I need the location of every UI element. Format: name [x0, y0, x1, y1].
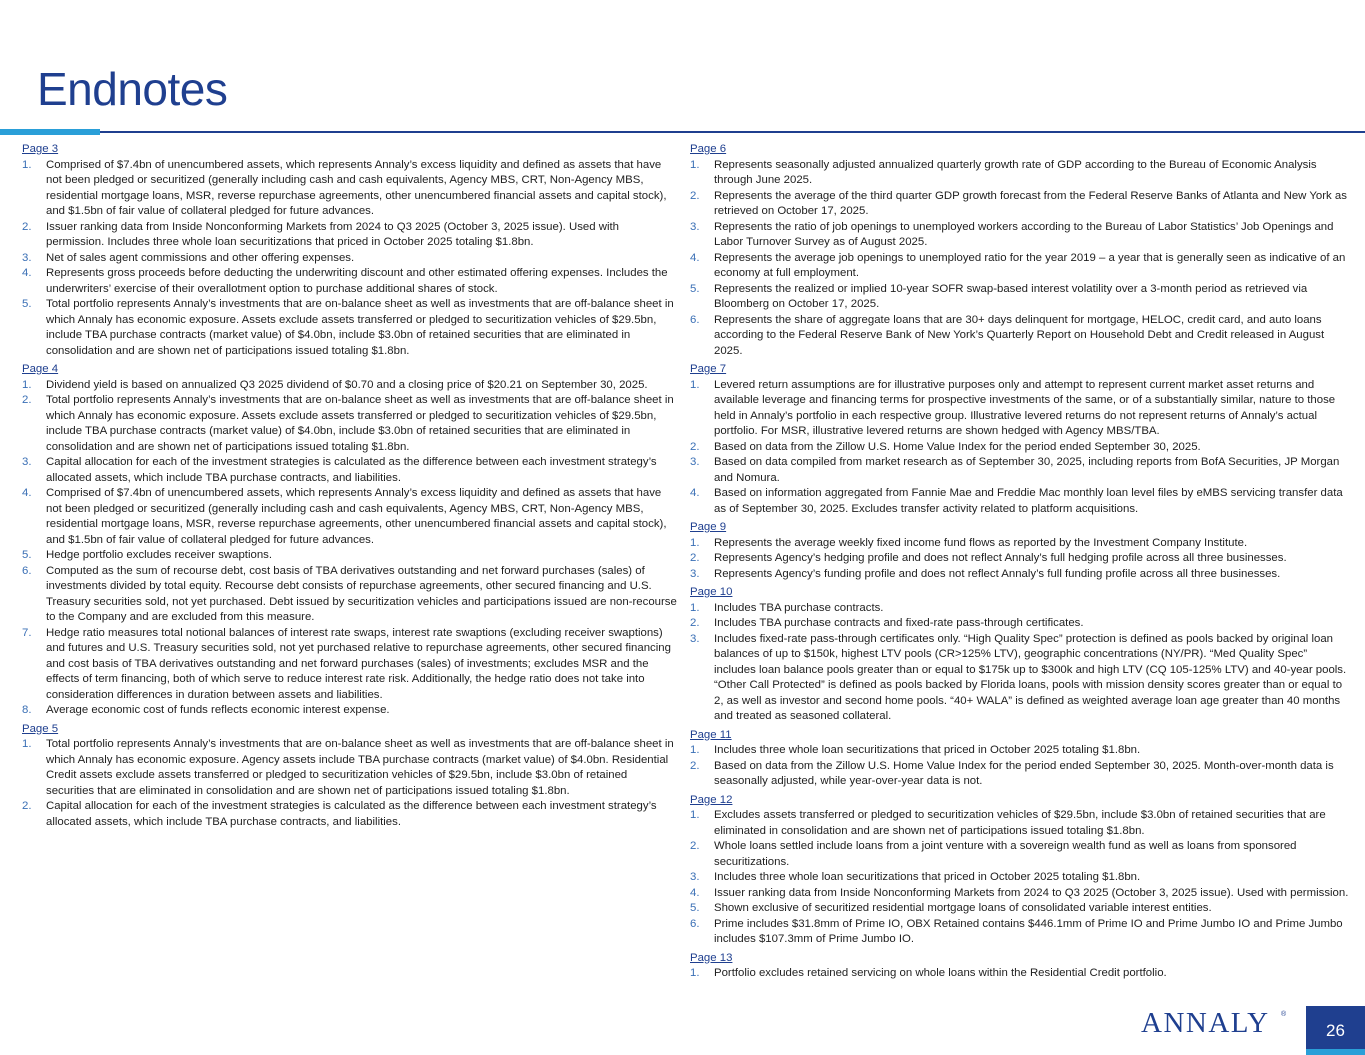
endnotes-right-column	[690, 142, 1350, 985]
endnote-text: Based on information aggregated from Fannie Mae and Freddie Mac monthly loan level files by eMBS servicing transfer data as of September 30, 2025. Excludes transfer activity related to platform acquisitions.	[714, 487, 1343, 515]
endnote-number: 1.	[690, 536, 700, 549]
endnote-text: Prime includes $31.8mm of Prime IO, OBX Retained contains $446.1mm of Prime IO and Prime Jumbo IO and Prime Jumbo includes $107.3mm of Prime Jumbo IO.	[714, 917, 1343, 945]
endnote-item	[690, 759, 1350, 790]
endnote-number: 6.	[690, 313, 700, 326]
page-title: Endnotes	[37, 63, 228, 115]
endnote-text: Represents gross proceeds before deducting the underwriting discount and other estimated offering expenses. Includes the underwriters’ exercise of their overallotment option to purchase additional shares of stock.	[46, 267, 668, 295]
endnote-item	[690, 251, 1350, 282]
endnote-item	[690, 917, 1350, 948]
endnote-number: 1.	[690, 744, 700, 756]
endnote-item	[690, 378, 1350, 440]
endnote-section	[22, 722, 678, 831]
endnote-number: 4.	[22, 267, 32, 279]
endnote-item	[690, 616, 1350, 632]
endnote-number: 1.	[690, 378, 700, 391]
endnote-item	[690, 220, 1350, 251]
endnote-item	[690, 486, 1350, 517]
endnote-item	[22, 548, 678, 564]
endnote-number: 8.	[22, 704, 32, 716]
endnote-number: 1.	[22, 158, 32, 171]
section-page-link[interactable]: Page 12	[690, 793, 733, 806]
endnote-item	[22, 703, 678, 719]
endnote-item	[690, 870, 1350, 886]
endnote-number: 2.	[690, 440, 700, 453]
section-page-link[interactable]: Page 11	[690, 728, 732, 741]
endnote-number: 3.	[690, 220, 700, 233]
endnote-number: 5.	[690, 282, 700, 295]
endnote-section	[22, 362, 678, 719]
endnote-text: Net of sales agent commissions and other offering expenses.	[46, 251, 355, 264]
endnote-list	[690, 158, 1350, 360]
endnote-number: 2.	[22, 800, 32, 812]
endnote-section	[690, 793, 1350, 948]
endnote-item	[22, 393, 678, 455]
endnote-item	[690, 601, 1350, 617]
endnote-number: 1.	[690, 601, 700, 614]
section-page-link[interactable]: Page 10	[690, 586, 733, 598]
endnote-list	[690, 966, 1350, 982]
header-accent-bar	[0, 129, 100, 135]
endnote-text: Represents the realized or implied 10-year SOFR swap-based interest volatility over a 3-month period as retrieved via Bloomberg on October 17, 2025.	[714, 282, 1308, 310]
endnote-number: 2.	[690, 759, 700, 772]
endnote-item	[690, 743, 1350, 759]
endnote-item	[22, 251, 678, 267]
section-page-link[interactable]: Page 13	[690, 951, 733, 964]
section-page-link[interactable]: Page 5	[22, 722, 59, 735]
endnote-number: 3.	[690, 871, 700, 883]
endnote-text: Represents Agency’s funding profile and does not reflect Annaly’s full funding profile across all three businesses.	[714, 567, 1281, 580]
section-page-link[interactable]: Page 7	[690, 363, 727, 375]
endnote-text: Total portfolio represents Annaly’s investments that are on-balance sheet as well as investments that are off-balance sheet in which Annaly has economic exposure. Agency assets include TBA purchase contracts (market value) of $4.0bn. Residential Credit assets exclude assets transferred or pledged to securitization vehicles of $29.5bn, include $3.0bn of retained securities that are eliminated in consolidation and are shown net of participations issued totaling $1.8bn.	[46, 738, 674, 797]
endnote-number: 7.	[22, 626, 32, 639]
endnote-text: Dividend yield is based on annualized Q3 2025 dividend of $0.70 and a closing price of $20.21 on September 30, 2025.	[46, 378, 648, 391]
endnote-text: Represents the average of the third quarter GDP growth forecast from the Federal Reserve Banks of Atlanta and New York as retrieved on October 17, 2025.	[714, 189, 1347, 217]
endnote-number: 1.	[690, 158, 700, 171]
endnote-number: 3.	[22, 251, 32, 264]
endnote-text: Includes three whole loan securitizations that priced in October 2025 totaling $1.8bn.	[714, 744, 1141, 756]
endnote-list	[690, 601, 1350, 725]
endnote-text: Represents seasonally adjusted annualized quarterly growth rate of GDP according to the Bureau of Economic Analysis through June 2025.	[714, 158, 1317, 186]
endnote-number: 5.	[690, 902, 700, 914]
endnote-text: Capital allocation for each of the investment strategies is calculated as the difference between each investment strategy’s allocated assets, which include TBA purchase contracts, and liabilities.	[46, 456, 657, 484]
endnote-item	[690, 839, 1350, 870]
endnote-list	[690, 808, 1350, 948]
endnote-text: Capital allocation for each of the investment strategies is calculated as the difference between each investment strategy’s allocated assets, which include TBA purchase contracts, and liabilities.	[46, 800, 657, 828]
endnote-item	[22, 626, 678, 704]
page-number-badge	[1306, 1006, 1365, 1055]
page-number: 26	[1326, 1020, 1345, 1040]
endnote-text: Based on data from the Zillow U.S. Home Value Index for the period ended September 30, 2025. Month-over-month data is seasonally adjusted, while year-over-year data is not.	[714, 759, 1334, 787]
endnote-text: Average economic cost of funds reflects economic interest expense.	[46, 704, 390, 716]
page-number-accent	[1306, 1049, 1365, 1055]
endnote-item	[690, 536, 1350, 552]
endnote-text: Comprised of $7.4bn of unencumbered assets, which represents Annaly’s excess liquidity and defined as assets that have not been pledged or securitized (generally including cash and cash equivalents, Agency MBS, CRT, Non-Agency MBS, residential mortgage loans, MSR, reverse repurchase agreements, other unencumbered financial assets and capital stock), and $1.5bn of fair value of collateral pledged for future advances.	[46, 487, 667, 546]
endnote-list	[690, 743, 1350, 790]
endnote-number: 6.	[690, 917, 700, 930]
endnote-list	[690, 536, 1350, 583]
endnote-section	[690, 142, 1350, 359]
endnote-item	[690, 808, 1350, 839]
endnote-section	[690, 585, 1350, 725]
section-page-link[interactable]: Page 9	[690, 521, 727, 533]
endnote-item	[690, 966, 1350, 982]
endnote-text: Represents the ratio of job openings to unemployed workers according to the Bureau of Labor Statistics’ Job Openings and Labor Turnover Survey as of August 2025.	[714, 220, 1334, 248]
endnote-text: Hedge ratio measures total notional balances of interest rate swaps, interest rate swaptions (excluding receiver swaptions) and futures and U.S. Treasury securities sold, not yet purchased relative to repurchase agreements, other secured financing and cost basis of TBA derivatives outstanding and net forward purchases (sales) of investments; excludes MSR and the effects of term financing, both of which serve to reduce interest rate risk. Additionally, the hedge ratio does not take into consideration differences in duration between assets and liabilities.	[46, 626, 671, 701]
endnote-text: Total portfolio represents Annaly’s investments that are on-balance sheet as well as investments that are off-balance sheet in which Annaly has economic exposure. Assets exclude assets transferred or pledged to securitization vehicles of $29.5bn, include TBA purchase contracts (market value) of $4.0bn, include $3.0bn of retained securities that are eliminated in consolidation and are shown net of participations issued totaling $1.8bn.	[46, 394, 674, 453]
endnote-item	[22, 455, 678, 486]
endnote-section	[690, 520, 1350, 582]
endnote-text: Represents the average weekly fixed income fund flows as reported by the Investment Company Institute.	[714, 536, 1248, 549]
section-page-link[interactable]: Page 6	[690, 143, 727, 155]
endnote-section	[690, 728, 1350, 790]
endnote-text: Includes TBA purchase contracts and fixed-rate pass-through certificates.	[714, 617, 1084, 629]
endnote-number: 1.	[690, 809, 700, 821]
endnote-list	[22, 378, 678, 719]
endnote-item	[690, 886, 1350, 902]
endnote-section	[690, 362, 1350, 517]
endnote-item	[22, 799, 678, 830]
endnote-text: Includes fixed-rate pass-through certificates only. “High Quality Spec” protection is defined as pools backed by original loan balances of up to $150k, highest LTV pools (CR>125% LTV), geographic concentrations (NY/PR). “Med Quality Spec” includes loan balance pools greater than or equal to $175k up to $300k and high LTV (CQ 105-125% LTV) and 40-year pools. “Other Call Protected” is defined as pools backed by Florida loans, pools with mission density scores greater than or equal to 2, as well as investor and second home pools. “40+ WALA” is defined as weighted average loan age greater than 40 months and treated as seasoned collateral.	[714, 632, 1347, 722]
endnote-list	[22, 737, 678, 830]
endnote-number: 2.	[690, 189, 700, 202]
endnote-list	[22, 158, 678, 360]
endnote-text: Represents the average job openings to unemployed ratio for the year 2019 – a year that is generally seen as indicative of an economy at full employment.	[714, 251, 1346, 279]
endnote-item	[690, 189, 1350, 220]
endnote-number: 2.	[22, 220, 32, 233]
endnote-item	[22, 486, 678, 548]
endnote-text: Computed as the sum of recourse debt, cost basis of TBA derivatives outstanding and net forward purchases (sales) of investments divided by total equity. Recourse debt consists of repurchase agreements, other secured financing and U.S. Treasury securities sold, not yet purchased. Debt issued by securitization vehicles and participations issued are non-recourse to the Company and are excluded from this measure.	[46, 564, 677, 623]
endnote-number: 2.	[690, 840, 700, 852]
endnote-number: 3.	[690, 632, 700, 645]
endnote-item	[690, 455, 1350, 486]
endnote-number: 4.	[690, 487, 700, 499]
endnote-number: 3.	[22, 456, 32, 468]
endnote-number: 1.	[690, 967, 700, 979]
endnote-item	[22, 158, 678, 220]
endnote-item	[22, 378, 678, 394]
endnote-text: Whole loans settled include loans from a joint venture with a sovereign wealth fund as well as loans from sponsored securitizations.	[714, 840, 1297, 868]
endnote-number: 2.	[22, 394, 32, 406]
header-divider	[0, 131, 1365, 133]
endnote-text: Based on data from the Zillow U.S. Home Value Index for the period ended September 30, 2025.	[714, 440, 1201, 453]
annaly-logo: ANNALY	[1141, 1007, 1270, 1039]
endnote-section	[22, 142, 678, 359]
endnote-text: Represents Agency’s hedging profile and does not reflect Annaly’s full hedging profile across all three businesses.	[714, 552, 1287, 564]
endnote-number: 5.	[22, 549, 32, 561]
endnote-item	[690, 440, 1350, 456]
endnote-section	[690, 951, 1350, 982]
endnote-item	[690, 632, 1350, 725]
endnote-item	[690, 282, 1350, 313]
endnote-number: 4.	[22, 487, 32, 499]
endnote-number: 1.	[22, 378, 32, 391]
endnote-text: Shown exclusive of securitized residential mortgage loans of consolidated variable interest entities.	[714, 902, 1212, 914]
endnote-text: Total portfolio represents Annaly’s investments that are on-balance sheet as well as investments that are off-balance sheet in which Annaly has economic exposure. Assets exclude assets transferred or pledged to securitization vehicles of $29.5bn, include TBA purchase contracts (market value) of $4.0bn, include $3.0bn of retained securities that are eliminated in consolidation and are shown net of participations issued totaling $1.8bn.	[46, 298, 674, 357]
endnote-item	[22, 564, 678, 626]
endnote-text: Excludes assets transferred or pledged to securitization vehicles of $29.5bn, include $3.0bn of retained securities that are eliminated in consolidation and are shown net of participations issued totaling $1.8bn.	[714, 809, 1326, 837]
endnote-item	[22, 220, 678, 251]
endnote-item	[22, 737, 678, 799]
endnote-text: Issuer ranking data from Inside Nonconforming Markets from 2024 to Q3 2025 (October 3, 2025 issue). Used with permission.	[714, 886, 1349, 899]
section-page-link[interactable]: Page 4	[22, 363, 59, 375]
endnote-text: Comprised of $7.4bn of unencumbered assets, which represents Annaly’s excess liquidity and defined as assets that have not been pledged or securitized (generally including cash and cash equivalents, Agency MBS, CRT, Non-Agency MBS, residential mortgage loans, MSR, reverse repurchase agreements, other unencumbered financial assets and capital stock), and $1.5bn of fair value of collateral pledged for future advances.	[46, 158, 667, 217]
section-page-link[interactable]: Page 3	[22, 143, 59, 155]
endnote-text: Includes three whole loan securitizations that priced in October 2025 totaling $1.8bn.	[714, 871, 1141, 883]
endnote-item	[22, 297, 678, 359]
endnote-item	[690, 313, 1350, 360]
endnote-item	[690, 901, 1350, 917]
endnote-number: 2.	[690, 552, 700, 564]
endnote-number: 4.	[690, 251, 700, 264]
endnote-number: 1.	[22, 738, 32, 750]
endnote-number: 5.	[22, 298, 32, 310]
endnote-text: Portfolio excludes retained servicing on whole loans within the Residential Credit portfolio.	[714, 967, 1167, 979]
endnote-text: Levered return assumptions are for illustrative purposes only and attempt to represent current market asset returns and available leverage and financing terms for prospective investments of the same, or of a substantially similar, nature to those held in Annaly’s portfolio in each respective group. Illustrative levered returns do not represent returns of Annaly’s actual portfolio. For MSR, illustrative levered returns are shown hedged with Agency MBS/TBA.	[714, 378, 1336, 437]
endnote-text: Hedge portfolio excludes receiver swaptions.	[46, 549, 273, 561]
endnote-text: Represents the share of aggregate loans that are 30+ days delinquent for mortgage, HELOC, credit card, and auto loans according to the Federal Reserve Bank of New York’s Quarterly Report on Household Debt and Credit released in August 2025.	[714, 313, 1325, 357]
endnote-text: Issuer ranking data from Inside Nonconforming Markets from 2024 to Q3 2025 (October 3, 2025 issue). Used with permission. Includes three whole loan securitizations that priced in October 2025 totaling $1.8bn.	[46, 220, 619, 248]
endnote-number: 4.	[690, 886, 700, 899]
endnote-number: 3.	[690, 567, 700, 580]
endnote-number: 6.	[22, 564, 32, 577]
registered-mark: ®	[1281, 1011, 1287, 1018]
endnote-item	[690, 567, 1350, 583]
endnote-item	[690, 158, 1350, 189]
endnote-text: Includes TBA purchase contracts.	[714, 601, 884, 614]
endnotes-left-column	[22, 142, 678, 833]
endnote-text: Based on data compiled from market research as of September 30, 2025, including reports from BofA Securities, JP Morgan and Nomura.	[714, 456, 1340, 484]
endnote-item	[22, 266, 678, 297]
endnote-number: 2.	[690, 617, 700, 629]
endnote-list	[690, 378, 1350, 518]
endnote-number: 3.	[690, 456, 700, 468]
endnote-item	[690, 551, 1350, 567]
